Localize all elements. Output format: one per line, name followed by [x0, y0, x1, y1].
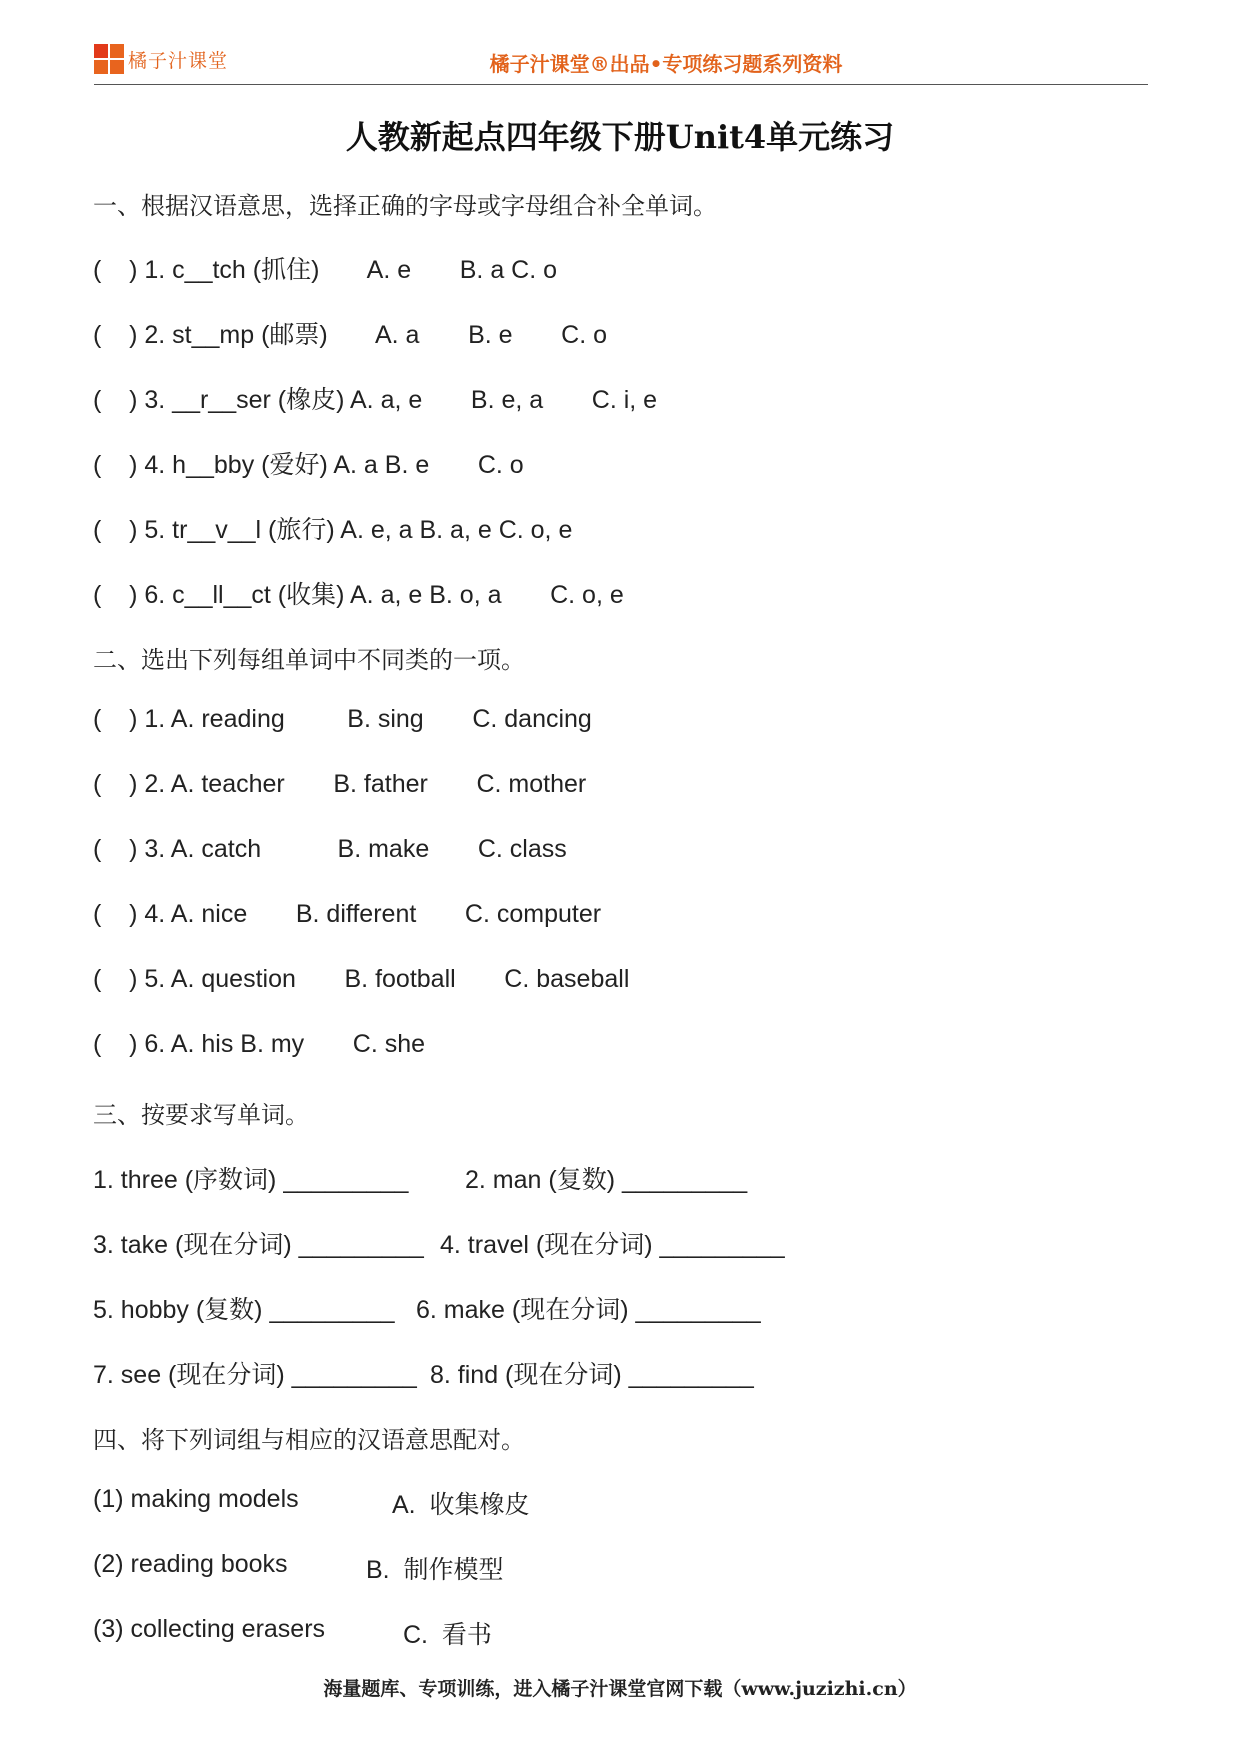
logo-text: 橘子汁课堂 [128, 49, 229, 72]
question-row: ( ) 2. st__mp (邮票) A. a B. e C. o [93, 321, 608, 349]
question-row: ( ) 3. __r__ser (橡皮) A. a, e B. e, a C. i, e [93, 386, 658, 414]
question-row: ( ) 1. c__tch (抓住) A. e B. a C. o [93, 256, 558, 284]
question-row: ( ) 5. A. question B. football C. baseball [93, 965, 630, 993]
word-form-item: 6. make (现在分词) _________ [416, 1296, 761, 1324]
question-row: ( ) 1. A. reading B. sing C. dancing [93, 705, 592, 733]
match-meaning: B. 制作模型 [366, 1556, 504, 1584]
word-form-item: 8. find (现在分词) _________ [430, 1361, 754, 1389]
match-meaning: A. 收集橡皮 [392, 1491, 530, 1519]
match-phrase: (3) collecting erasers [93, 1615, 326, 1643]
page-title: 人教新起点四年级下册Unit4单元练习 [345, 118, 895, 156]
word-form-item: 3. take (现在分词) _________ [93, 1231, 424, 1259]
section-3-heading: 三、按要求写单词。 [93, 1101, 309, 1129]
header-slogan: 橘子汁课堂®出品•专项练习题系列资料 [489, 52, 843, 76]
match-phrase: (2) reading books [93, 1550, 288, 1578]
word-form-item: 7. see (现在分词) _________ [93, 1361, 417, 1389]
question-row: ( ) 3. A. catch B. make C. class [93, 835, 567, 863]
word-form-item: 4. travel (现在分词) _________ [440, 1231, 785, 1259]
question-row: ( ) 5. tr__v__l (旅行) A. e, a B. a, e C. o, e [93, 516, 573, 544]
question-row: ( ) 2. A. teacher B. father C. mother [93, 770, 587, 798]
page-header [94, 42, 1148, 85]
section-1-heading: 一、根据汉语意思，选择正确的字母或字母组合补全单词。 [93, 192, 717, 220]
question-row: ( ) 4. h__bby (爱好) A. a B. e C. o [93, 451, 524, 479]
match-meaning: C. 看书 [403, 1621, 492, 1649]
word-form-item: 2. man (复数) _________ [465, 1166, 748, 1194]
match-phrase: (1) making models [93, 1485, 299, 1513]
question-row: ( ) 4. A. nice B. different C. computer [93, 900, 602, 928]
section-2-heading: 二、选出下列每组单词中不同类的一项。 [93, 646, 525, 674]
word-form-item: 1. three (序数词) _________ [93, 1166, 409, 1194]
question-row: ( ) 6. A. his B. my C. she [93, 1030, 426, 1058]
word-form-item: 5. hobby (复数) _________ [93, 1296, 395, 1324]
section-4-heading: 四、将下列词组与相应的汉语意思配对。 [93, 1426, 525, 1454]
page-footer: 海量题库、专项训练，进入橘子汁课堂官网下载（www.juzizhi.cn） [323, 1678, 917, 1700]
question-row: ( ) 6. c__ll__ct (收集) A. a, e B. o, a C. o, e [93, 581, 624, 609]
